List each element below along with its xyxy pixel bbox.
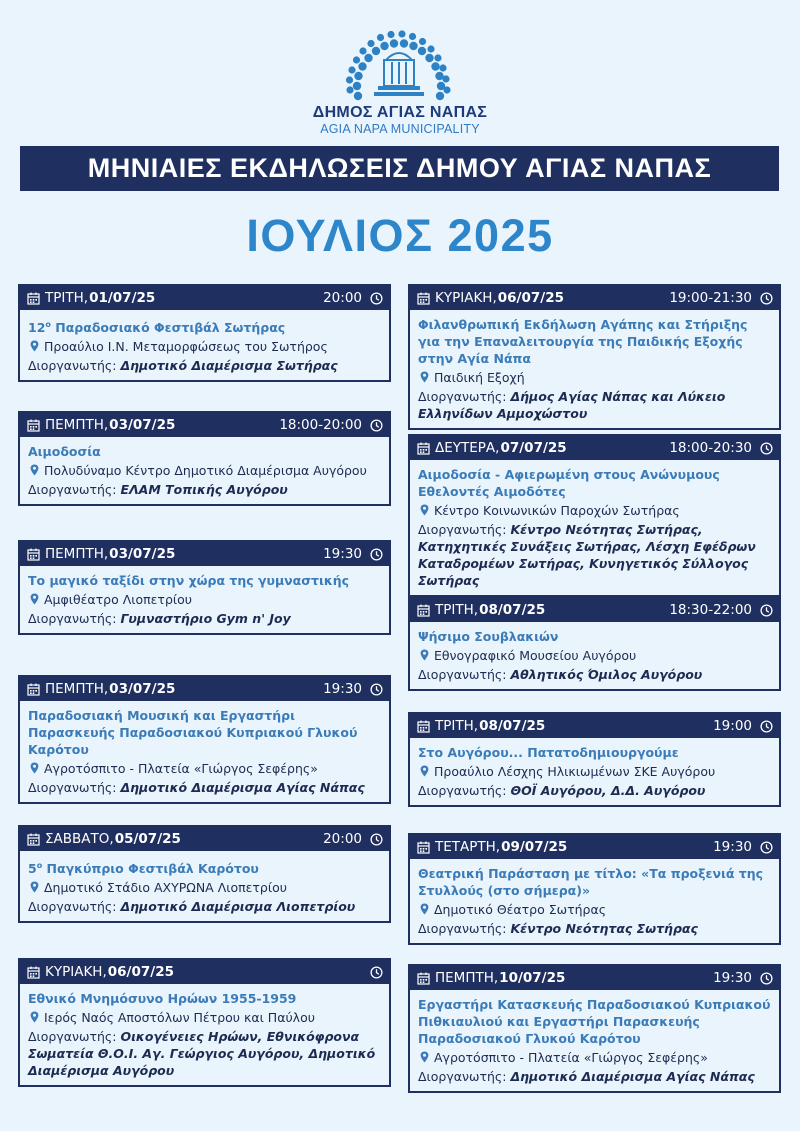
clock-icon bbox=[370, 548, 383, 561]
organizer-name: Δήμος Αγίας Νάπας και Λύκειο Ελληνίδων Αμμοχώστου bbox=[418, 389, 726, 421]
event-title bbox=[28, 707, 381, 758]
event-title-text: Εθνικό Μνημόσυνο Ηρώων 1955-1959 bbox=[28, 991, 297, 1006]
calendar-icon bbox=[417, 442, 430, 455]
pin-icon bbox=[30, 464, 39, 476]
clock-icon bbox=[760, 841, 773, 854]
event-location-text: Κέντρο Κοινωνικών Παροχών Σωτήρας bbox=[434, 503, 680, 518]
organizer-name: ΘΟΪ Αυγόρου, Δ.Δ. Αυγόρου bbox=[510, 783, 706, 798]
event-location bbox=[28, 591, 381, 608]
event-organizer bbox=[418, 1068, 771, 1085]
pin-icon bbox=[420, 504, 429, 516]
event-title-number: 12 bbox=[28, 320, 46, 336]
event-date: 01/07/25 bbox=[89, 290, 156, 306]
calendar-icon bbox=[417, 292, 430, 305]
pin-icon bbox=[420, 371, 429, 383]
event-body bbox=[410, 738, 779, 805]
month-title: ΙΟΥΛΙΟΣ 2025 bbox=[246, 210, 554, 261]
event-title-text: Αιμοδοσία - Αφιερωμένη στους Ανώνυμους Εθελοντές Αιμοδότες bbox=[418, 467, 720, 499]
pin-icon bbox=[30, 593, 39, 605]
clock-icon bbox=[370, 833, 383, 846]
event-title bbox=[418, 996, 771, 1047]
organizer-name: Οικογένειες Ηρώων, Εθνικόφρονα Σωματεία Θ.Ο.Ι. Αγ. Γεώργιος Αυγόρου, Δημοτικό Διαμέρισμα Αυγόρου bbox=[28, 1029, 376, 1078]
calendar-icon bbox=[27, 833, 40, 846]
event-body bbox=[20, 437, 389, 504]
event-location-text: Πολυδύναμο Κέντρο Δημοτικό Διαμέρισμα Αυγόρου bbox=[44, 463, 367, 478]
event-title bbox=[28, 857, 381, 877]
event-organizer bbox=[418, 920, 771, 937]
event-title-text: Θεατρική Παράσταση με τίτλο: «Τα προξενιά της Στυλλούς (στο σήμερα)» bbox=[418, 866, 764, 898]
event-header bbox=[410, 714, 779, 738]
pin-icon bbox=[420, 903, 429, 915]
pin-icon bbox=[30, 340, 39, 352]
event-body bbox=[20, 984, 389, 1085]
event-body bbox=[20, 310, 389, 380]
event-location bbox=[28, 879, 381, 896]
event-location-text: Αγροτόσπιτο - Πλατεία «Γιώργος Σεφέρης» bbox=[434, 1050, 708, 1065]
event-header bbox=[410, 835, 779, 859]
event-date: 08/07/25 bbox=[479, 718, 546, 734]
page-banner: ΜΗΝΙΑΙΕΣ ΕΚΔΗΛΩΣΕΙΣ ΔΗΜΟΥ ΑΓΙΑΣ ΝΑΠΑΣ bbox=[20, 146, 779, 191]
event-title-text: Αιμοδοσία bbox=[28, 444, 101, 459]
event-location bbox=[418, 502, 771, 519]
event-card bbox=[408, 712, 781, 807]
event-body bbox=[20, 851, 389, 921]
event-day: ΔΕΥΤΕΡΑ, bbox=[435, 440, 500, 456]
event-day: ΣΑΒΒΑΤΟ, bbox=[45, 831, 114, 847]
pin-icon bbox=[30, 762, 39, 774]
event-body bbox=[20, 701, 389, 802]
clock-icon bbox=[760, 604, 773, 617]
event-card bbox=[18, 675, 391, 804]
organizer-label: Διοργανωτής: bbox=[28, 358, 117, 374]
event-date: 03/07/25 bbox=[109, 417, 176, 433]
organizer-name: Αθλητικός Όμιλος Αυγόρου bbox=[510, 667, 703, 682]
event-title bbox=[418, 466, 771, 500]
arch-logo-icon bbox=[344, 20, 456, 102]
organizer-name: ΕΛΑΜ Τοπικής Αυγόρου bbox=[120, 482, 288, 497]
event-location bbox=[28, 760, 381, 777]
organizer-name: Κέντρο Νεότητας Σωτήρας, Κατηχητικές Συνάξεις Σωτήρας, Λέσχη Εφέδρων Καταδρομέων Σωτήρας, Κυνηγετικός Σύλλογος Σωτήρας bbox=[418, 522, 756, 588]
event-location-text: Προαύλιο Λέσχης Ηλικιωμένων ΣΚΕ Αυγόρου bbox=[434, 764, 716, 779]
organizer-label: Διοργανωτής: bbox=[28, 482, 117, 497]
event-date: 07/07/25 bbox=[500, 440, 567, 456]
event-location bbox=[418, 647, 771, 664]
event-header bbox=[20, 677, 389, 701]
event-location-text: Παιδική Εξοχή bbox=[434, 370, 525, 385]
event-location-text: Εθνογραφικό Μουσείου Αυγόρου bbox=[434, 648, 637, 663]
event-organizer bbox=[28, 481, 381, 498]
pin-icon bbox=[420, 765, 429, 777]
event-header bbox=[20, 960, 389, 984]
organizer-name: Δημοτικό Διαμέρισμα Αγίας Νάπας bbox=[510, 1069, 755, 1084]
event-time: 20:00 bbox=[323, 831, 362, 847]
event-title-text: Φιλανθρωπική Εκδήλωση Αγάπης και Στήριξης για την Επαναλειτουργία της Παιδικής Εξοχής στην Αγία Νάπα bbox=[418, 317, 748, 366]
organizer-label: Διοργανωτής: bbox=[418, 1069, 507, 1084]
event-date: 05/07/25 bbox=[114, 831, 181, 847]
event-card bbox=[408, 284, 781, 430]
clock-icon bbox=[370, 292, 383, 305]
event-date: 08/07/25 bbox=[479, 602, 546, 618]
organizer-label: Διοργανωτής: bbox=[28, 1029, 117, 1044]
event-time: 19:30 bbox=[323, 546, 362, 562]
event-location bbox=[418, 763, 771, 780]
organizer-label: Διοργανωτής: bbox=[418, 783, 507, 798]
event-title bbox=[418, 744, 771, 761]
event-title-text: Παραδοσιακό Φεστιβάλ Σωτήρας bbox=[50, 320, 286, 336]
event-location-text: Αμφιθέατρο Λιοπετρίου bbox=[44, 592, 192, 607]
event-card bbox=[18, 411, 391, 506]
clock-icon bbox=[370, 419, 383, 432]
calendar-icon bbox=[27, 683, 40, 696]
event-location-text: Δημοτικό Θέατρο Σωτήρας bbox=[434, 902, 607, 917]
event-header bbox=[20, 827, 389, 851]
event-body bbox=[410, 859, 779, 943]
event-time: 18:00-20:30 bbox=[669, 440, 752, 456]
organizer-name: Δημοτικό Διαμέρισμα Σωτήρας bbox=[120, 358, 338, 374]
event-time: 20:00 bbox=[323, 290, 362, 306]
event-title bbox=[418, 628, 771, 645]
event-title bbox=[28, 443, 381, 460]
event-title-text: Εργαστήρι Κατασκευής Παραδοσιακού Κυπριακού Πιθκιαυλιού και Εργαστήρι Παρασκευής Παραδοσιακού Γλυκού Καρότου bbox=[418, 997, 771, 1046]
event-header bbox=[410, 966, 779, 990]
event-title bbox=[418, 316, 771, 367]
event-card bbox=[18, 958, 391, 1087]
event-organizer bbox=[28, 610, 381, 627]
event-date: 03/07/25 bbox=[109, 681, 176, 697]
event-organizer bbox=[418, 388, 771, 422]
logo-name: ΔΗΜΟΣ ΑΓΙΑΣ ΝΑΠΑΣ bbox=[312, 104, 488, 121]
event-body bbox=[20, 566, 389, 633]
event-body bbox=[410, 310, 779, 428]
event-day: ΤΡΙΤΗ, bbox=[435, 718, 479, 734]
pin-icon bbox=[30, 1011, 39, 1023]
event-day: ΚΥΡΙΑΚΗ, bbox=[45, 964, 107, 980]
event-title-text: Στο Αυγόρου... Πατατοδημιουργούμε bbox=[418, 745, 679, 760]
event-date: 10/07/25 bbox=[499, 970, 566, 986]
clock-icon bbox=[760, 442, 773, 455]
event-location-text: Ιερός Ναός Αποστόλων Πέτρου και Παύλου bbox=[44, 1010, 315, 1025]
event-title-text: Ψήσιμο Σουβλακιών bbox=[418, 629, 559, 644]
pin-icon bbox=[420, 1051, 429, 1063]
calendar-icon bbox=[417, 972, 430, 985]
event-time: 18:00-20:00 bbox=[279, 417, 362, 433]
event-location bbox=[28, 462, 381, 479]
organizer-name: Δημοτικό Διαμέρισμα Λιοπετρίου bbox=[120, 899, 356, 915]
event-title-number: 5 bbox=[28, 861, 37, 877]
clock-icon bbox=[370, 966, 383, 979]
event-organizer bbox=[28, 898, 381, 915]
event-day: ΤΡΙΤΗ, bbox=[435, 602, 479, 618]
event-title bbox=[28, 316, 381, 336]
event-time: 18:30-22:00 bbox=[669, 602, 752, 618]
organizer-label: Διοργανωτής: bbox=[418, 389, 507, 404]
event-body bbox=[410, 622, 779, 689]
organizer-name: Κέντρο Νεότητας Σωτήρας bbox=[510, 921, 698, 936]
event-day: ΤΡΙΤΗ, bbox=[45, 290, 89, 306]
event-title bbox=[418, 865, 771, 899]
organizer-name: Γυμναστήριο Gym n' Joy bbox=[120, 611, 291, 626]
event-header bbox=[20, 286, 389, 310]
calendar-icon bbox=[27, 548, 40, 561]
event-location-text: Αγροτόσπιτο - Πλατεία «Γιώργος Σεφέρης» bbox=[44, 761, 318, 776]
event-header bbox=[410, 286, 779, 310]
event-location bbox=[418, 369, 771, 386]
organizer-label: Διοργανωτής: bbox=[418, 667, 507, 682]
event-time: 19:00-21:30 bbox=[669, 290, 752, 306]
organizer-label: Διοργανωτής: bbox=[28, 780, 117, 795]
event-time: 19:30 bbox=[713, 970, 752, 986]
calendar-icon bbox=[27, 419, 40, 432]
event-card bbox=[408, 596, 781, 691]
event-day: ΠΕΜΠΤΗ, bbox=[45, 681, 109, 697]
event-title-ordinal: ο bbox=[45, 320, 51, 329]
event-organizer bbox=[28, 779, 381, 796]
clock-icon bbox=[760, 972, 773, 985]
organizer-label: Διοργανωτής: bbox=[418, 921, 507, 936]
event-card bbox=[408, 434, 781, 597]
event-day: ΠΕΜΠΤΗ, bbox=[45, 546, 109, 562]
event-organizer bbox=[418, 782, 771, 799]
event-body bbox=[410, 990, 779, 1091]
event-title-text: Παραδοσιακή Μουσική και Εργαστήρι Παρασκευής Παραδοσιακού Κυπριακού Γλυκού Καρότου bbox=[28, 708, 358, 757]
event-date: 06/07/25 bbox=[107, 964, 174, 980]
event-date: 09/07/25 bbox=[501, 839, 568, 855]
calendar-icon bbox=[417, 841, 430, 854]
event-title-ordinal: ο bbox=[36, 861, 43, 870]
event-location bbox=[418, 1049, 771, 1066]
calendar-icon bbox=[27, 292, 40, 305]
event-organizer bbox=[418, 666, 771, 683]
event-time: 19:30 bbox=[713, 839, 752, 855]
event-time: 19:30 bbox=[323, 681, 362, 697]
clock-icon bbox=[370, 683, 383, 696]
organizer-label: Διοργανωτής: bbox=[28, 611, 117, 626]
event-header bbox=[410, 598, 779, 622]
event-title bbox=[28, 990, 381, 1007]
event-location bbox=[28, 338, 381, 355]
event-date: 03/07/25 bbox=[109, 546, 176, 562]
event-location bbox=[28, 1009, 381, 1026]
event-date: 06/07/25 bbox=[497, 290, 564, 306]
event-title-text: Το μαγικό ταξίδι στην χώρα της γυμναστικής bbox=[28, 573, 350, 588]
event-time: 19:00 bbox=[713, 718, 752, 734]
event-body bbox=[410, 460, 779, 595]
event-header bbox=[410, 436, 779, 460]
organizer-name: Δημοτικό Διαμέρισμα Αγίας Νάπας bbox=[120, 780, 365, 795]
calendar-icon bbox=[27, 966, 40, 979]
event-title bbox=[28, 572, 381, 589]
pin-icon bbox=[30, 881, 39, 893]
pin-icon bbox=[420, 649, 429, 661]
event-card bbox=[18, 540, 391, 635]
event-title-text: Παγκύπριο Φεστιβάλ Καρότου bbox=[42, 861, 259, 877]
clock-icon bbox=[760, 292, 773, 305]
calendar-icon bbox=[417, 720, 430, 733]
event-day: ΤΕΤΑΡΤΗ, bbox=[435, 839, 501, 855]
event-organizer bbox=[418, 521, 771, 589]
event-location bbox=[418, 901, 771, 918]
event-day: ΠΕΜΠΤΗ, bbox=[45, 417, 109, 433]
event-organizer bbox=[28, 1028, 381, 1079]
event-location-text: Δημοτικό Στάδιο ΑΧΥΡΩΝΑ Λιοπετρίου bbox=[44, 880, 287, 896]
event-location-text: Προαύλιο Ι.Ν. Μεταμορφώσεως του Σωτήρος bbox=[44, 339, 328, 355]
event-card bbox=[18, 825, 391, 923]
organizer-label: Διοργανωτής: bbox=[28, 899, 117, 915]
clock-icon bbox=[760, 720, 773, 733]
logo-subtitle: AGIA NAPA MUNICIPALITY bbox=[320, 122, 480, 136]
event-day: ΠΕΜΠΤΗ, bbox=[435, 970, 499, 986]
event-card bbox=[408, 833, 781, 945]
event-header bbox=[20, 542, 389, 566]
event-header bbox=[20, 413, 389, 437]
event-day: ΚΥΡΙΑΚΗ, bbox=[435, 290, 497, 306]
calendar-icon bbox=[417, 604, 430, 617]
event-organizer bbox=[28, 357, 381, 374]
municipality-logo bbox=[0, 20, 800, 136]
event-card bbox=[18, 284, 391, 382]
event-card bbox=[408, 964, 781, 1093]
organizer-label: Διοργανωτής: bbox=[418, 522, 507, 537]
